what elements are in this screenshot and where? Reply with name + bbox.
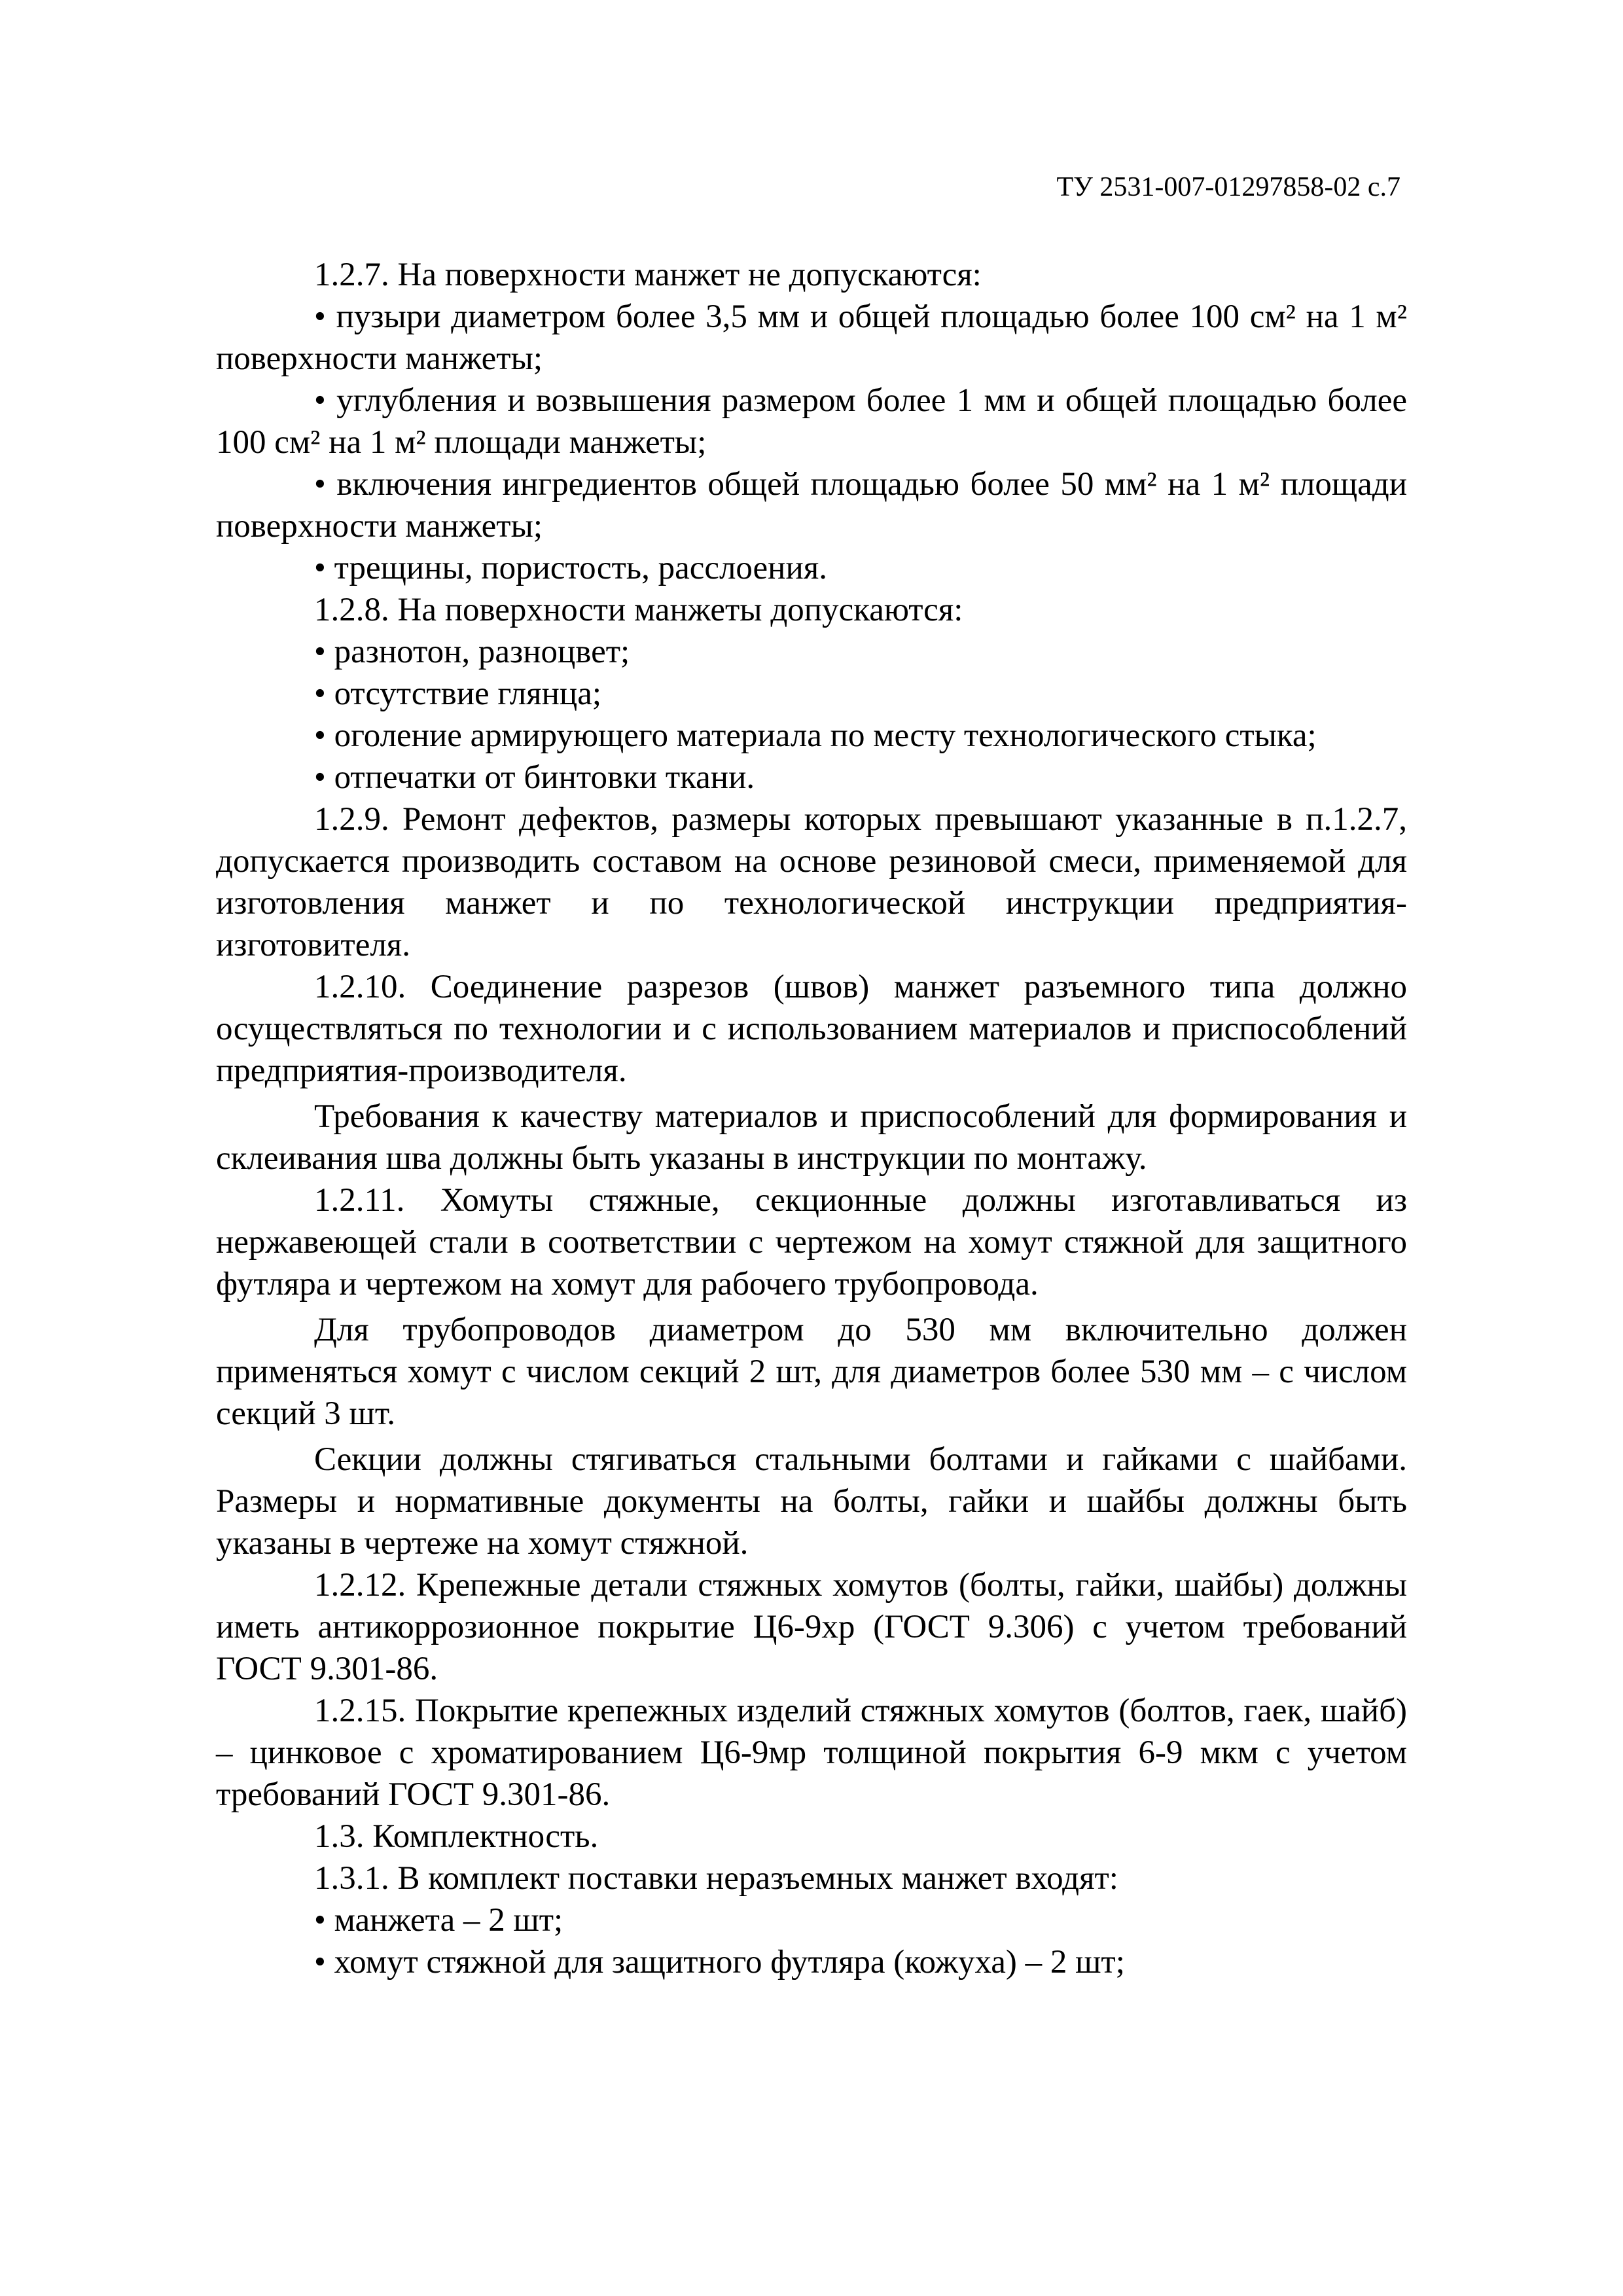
clause-1-2-15: 1.2.15. Покрытие крепежных изделий стяжных хомутов (болтов, гаек, шайб) – цинковое с хроматированием Ц6-9мр толщиной покрытия 6-9 мкм с учетом требований ГОСТ 9.301-86. — [216, 1693, 1407, 1813]
list-item-cuff: • манжета – 2 шт; — [216, 1899, 1407, 1941]
list-item-bubbles: • пузыри диаметром более 3,5 мм и общей площадью более 100 см² на 1 м² поверхности манжеты; — [216, 296, 1407, 380]
paragraph-sections: Секции должны стягиваться стальными болтами и гайками с шайбами. Размеры и нормативные документы на болты, гайки и шайбы должны быть указаны в чертеже на хомут стяжной. — [216, 1441, 1407, 1562]
paragraph-requirements: Требования к качеству материалов и приспособлений для формирования и склеивания шва должны быть указаны в инструкции по монтажу. — [216, 1098, 1407, 1177]
clause-1-2-7: 1.2.7. На поверхности манжет не допускаются: — [314, 257, 982, 293]
list-item-imprints: • отпечатки от бинтовки ткани. — [216, 757, 1407, 798]
section-1-3-heading: 1.3. Комплектность. — [314, 1818, 599, 1855]
clause-1-2-12: 1.2.12. Крепежные детали стяжных хомутов (болты, гайки, шайбы) должны иметь антикоррозионное покрытие Ц6-9хр (ГОСТ 9.306) с учетом требований ГОСТ 9.301-86. — [216, 1567, 1407, 1687]
list-item-depressions: • углубления и возвышения размером более 1 мм и общей площадью более 100 см² на 1 м² площади манжеты; — [216, 380, 1407, 463]
list-item-cracks: • трещины, пористость, расслоения. — [216, 547, 1407, 589]
list-item-tone: • разнотон, разноцвет; — [216, 631, 1407, 673]
list-item-inclusions: • включения ингредиентов общей площадью более 50 мм² на 1 м² площади поверхности манжеты; — [216, 463, 1407, 547]
clause-1-2-10: 1.2.10. Соединение разрезов (швов) манжет разъемного типа должно осуществляться по технологии и с использованием материалов и приспособлений предприятия-производителя. — [216, 969, 1407, 1089]
paragraph-pipelines: Для трубопроводов диаметром до 530 мм включительно должен применяться хомут с числом секций 2 шт, для диаметров более 530 мм – с числом секций 3 шт. — [216, 1312, 1407, 1432]
clause-1-2-9: 1.2.9. Ремонт дефектов, размеры которых превышают указанные в п.1.2.7, допускается производить составом на основе резиновой смеси, применяемой для изготовления манжет и по технологической инструкции предприятия-изготовителя. — [216, 801, 1407, 963]
document-body — [216, 254, 1407, 1983]
document-number-header: ТУ 2531-007-01297858-02 с.7 — [1056, 172, 1400, 202]
clause-1-2-11: 1.2.11. Хомуты стяжные, секционные должны изготавливаться из нержавеющей стали в соответствии с чертежом на хомут стяжной для защитного футляра и чертежом на хомут для рабочего трубопровода. — [216, 1182, 1407, 1302]
list-item-gloss: • отсутствие глянца; — [216, 673, 1407, 715]
list-item-clamp: • хомут стяжной для защитного футляра (кожуха) – 2 шт; — [216, 1941, 1407, 1983]
clause-1-3-1: 1.3.1. В комплект поставки неразъемных манжет входят: — [314, 1860, 1118, 1897]
clause-1-2-8: 1.2.8. На поверхности манжеты допускаются: — [314, 592, 963, 628]
list-item-exposure: • оголение армирующего материала по месту технологического стыка; — [216, 715, 1407, 757]
